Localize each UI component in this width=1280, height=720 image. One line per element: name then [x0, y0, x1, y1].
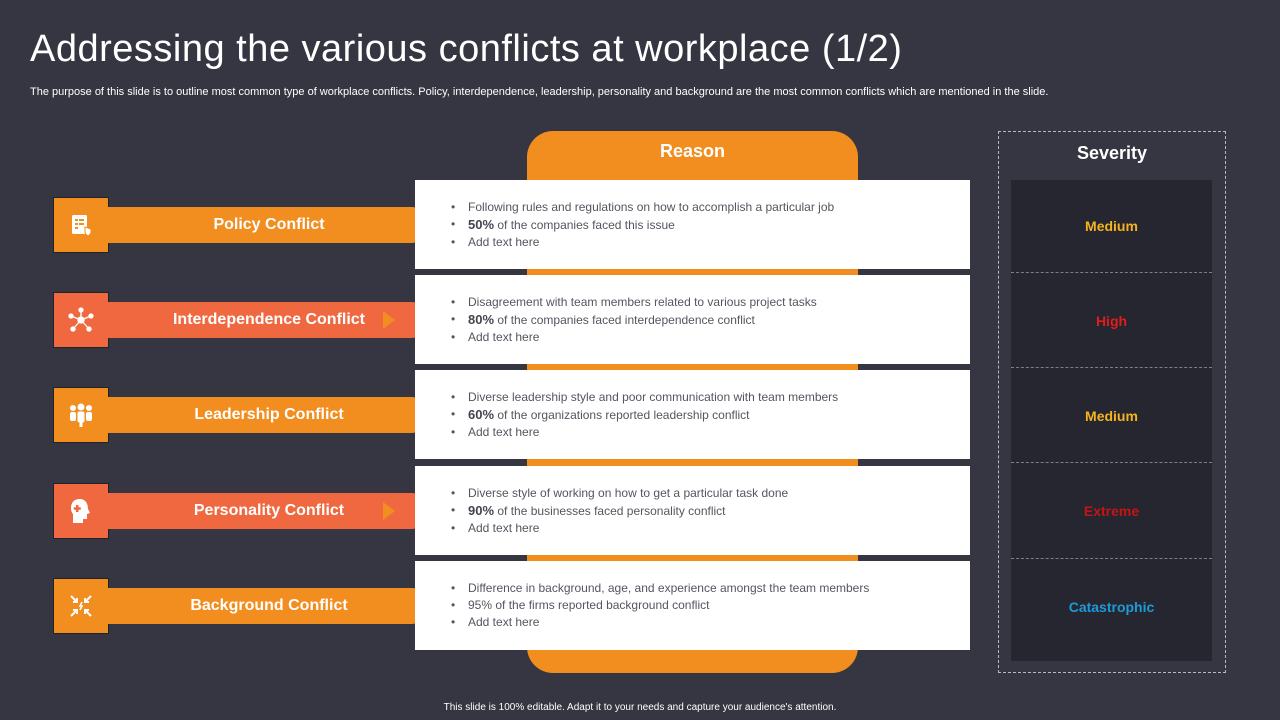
footer-note: This slide is 100% editable. Adapt it to your needs and capture your audience's attention.	[443, 702, 837, 713]
reason-item	[451, 216, 970, 234]
reason-item: • Disagreement with team members related to various project tasks	[451, 294, 970, 311]
reason-text: of the firms reported background conflict	[492, 598, 710, 612]
network-nodes-icon	[54, 293, 108, 347]
conflict-row-leadership	[54, 388, 399, 442]
severity-value-policy: Medium	[1085, 217, 1138, 234]
reason-percent: 50%	[468, 216, 495, 232]
reason-percent: 60%	[468, 406, 495, 422]
reason-item: • Add text here	[451, 520, 970, 537]
severity-value-background: Catastrophic	[1068, 598, 1155, 615]
reason-text: of the businesses faced personality conflict	[494, 503, 726, 518]
arrow-right-icon	[383, 502, 395, 520]
reason-card-interdependence	[415, 275, 970, 364]
reason-percent: 95%	[468, 598, 493, 612]
reason-item: • Diverse leadership style and poor communication with team members	[451, 389, 970, 406]
reason-text: of the organizations reported leadership conflict	[494, 407, 750, 422]
severity-value-leadership: Medium	[1085, 407, 1138, 424]
conflict-label: Policy Conflict	[213, 216, 325, 233]
conflict-row-personality	[54, 484, 399, 538]
conflict-label: Background Conflict	[190, 597, 348, 614]
reason-item	[451, 311, 970, 329]
conflict-label-pill	[108, 588, 430, 624]
severity-value-interdependence: High	[1095, 312, 1128, 329]
reason-item: • Diverse style of working on how to get a particular task done	[451, 485, 970, 502]
arrow-right-icon	[383, 597, 395, 615]
converging-arrows-icon	[54, 579, 108, 633]
reason-text: of the companies faced this issue	[494, 217, 675, 232]
reason-item: • Add text here	[451, 234, 970, 251]
conflict-label: Leadership Conflict	[194, 406, 344, 423]
reason-card-policy	[415, 180, 970, 269]
reason-percent: 90%	[468, 502, 495, 518]
arrow-right-icon	[383, 311, 395, 329]
reason-item: • Following rules and regulations on how to accomplish a particular job	[451, 199, 970, 216]
reason-item: • Difference in background, age, and experience amongst the team members	[451, 580, 970, 597]
reason-item	[451, 406, 970, 424]
reason-item	[451, 502, 970, 520]
severity-value-personality: Extreme	[1083, 502, 1140, 519]
arrow-right-icon	[383, 406, 395, 424]
page-title: Addressing the various conflicts at workplace (1/2)	[30, 28, 903, 70]
conflict-label-pill	[108, 302, 430, 338]
reason-item	[451, 597, 970, 614]
page-subtitle: The purpose of this slide is to outline most common type of workplace conflicts. Policy, interdependence, leadership, personality and background are the most common conflicts which are mentioned in the slide.	[30, 86, 1049, 98]
reason-text: of the companies faced interdependence conflict	[494, 312, 755, 327]
reason-item: • Add text here	[451, 424, 970, 441]
arrow-right-icon	[383, 216, 395, 234]
severity-header: Severity	[1076, 143, 1148, 163]
conflict-row-interdependence	[54, 293, 399, 347]
reason-percent: 80%	[468, 311, 495, 327]
reason-card-background	[415, 561, 970, 650]
policy-document-icon	[54, 198, 108, 252]
conflict-row-policy	[54, 198, 399, 252]
conflict-label-pill	[108, 397, 430, 433]
head-profile-icon	[54, 484, 108, 538]
reason-header: Reason	[659, 141, 726, 161]
reason-item: • Add text here	[451, 329, 970, 346]
reason-card-leadership	[415, 370, 970, 459]
conflict-label-pill	[108, 493, 430, 529]
conflict-row-background	[54, 579, 399, 633]
conflict-label: Interdependence Conflict	[172, 311, 366, 328]
team-people-icon	[54, 388, 108, 442]
conflict-label: Personality Conflict	[193, 502, 345, 519]
reason-card-personality	[415, 466, 970, 555]
reason-item: • Add text here	[451, 614, 970, 631]
conflict-label-pill	[108, 207, 430, 243]
